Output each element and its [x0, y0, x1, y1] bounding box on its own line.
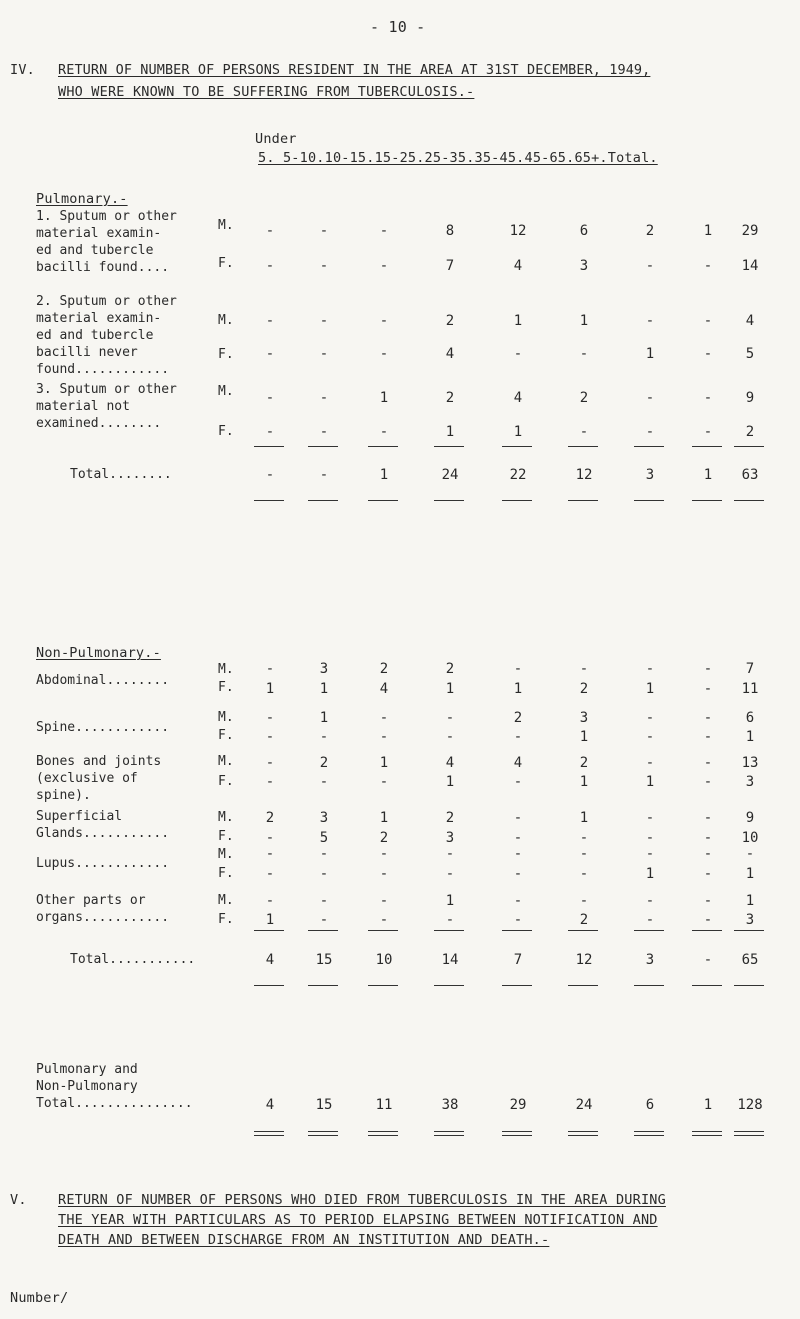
subtotal-rule [254, 446, 284, 447]
table-row-cell: 10 [741, 830, 759, 846]
table-row-cell: 1 [265, 912, 275, 928]
sex-label: M. [218, 313, 234, 328]
table-row-cell: 29 [741, 223, 759, 239]
subtotal-rule [308, 446, 338, 447]
combined-total-cell: 15 [315, 1097, 333, 1113]
table-row-cell: - [645, 912, 655, 928]
combined-label-line: Total............... [36, 1096, 193, 1111]
table-row-cell: 1 [645, 774, 655, 790]
table-row-cell: 2 [513, 710, 523, 726]
non-pulmonary-heading: Non-Pulmonary.- [36, 645, 161, 661]
table-row-cell: 4 [445, 346, 455, 362]
table-row-cell: - [319, 729, 329, 745]
subtotal-rule [634, 930, 664, 931]
table-row-cell: 2 [319, 755, 329, 771]
row-label-line: examined........ [36, 416, 162, 431]
table-row-cell: - [645, 710, 655, 726]
table-row-cell: 2 [445, 390, 455, 406]
table-row-cell: - [265, 710, 275, 726]
pulmonary-total-cell: 24 [441, 467, 459, 483]
table-row-cell: - [319, 912, 329, 928]
table-row-cell: - [513, 661, 523, 677]
table-row-cell: 3 [745, 912, 755, 928]
total-rule [734, 500, 764, 501]
table-row-cell: - [265, 258, 275, 274]
table-row-cell: - [645, 846, 655, 862]
section-v-title-line2: THE YEAR WITH PARTICULARS AS TO PERIOD ELAPSING BETWEEN NOTIFICATION AND [58, 1212, 658, 1228]
table-row-cell: - [645, 258, 655, 274]
table-row-cell: - [703, 729, 713, 745]
pulmonary-heading: Pulmonary.- [36, 191, 128, 207]
row-label-line: material examin- [36, 311, 162, 326]
row-label-line: ed and tubercle [36, 328, 154, 343]
subtotal-rule [308, 930, 338, 931]
subtotal-rule [502, 446, 532, 447]
section-iv-numeral: IV. [10, 62, 35, 78]
table-row-cell: 13 [741, 755, 759, 771]
row-label-line: bacilli found.... [36, 260, 170, 275]
table-row-cell: 1 [579, 774, 589, 790]
sex-label: M. [218, 754, 234, 769]
subtotal-rule [568, 930, 598, 931]
table-row-cell: - [379, 846, 389, 862]
table-row-cell: 1 [379, 755, 389, 771]
table-row-cell: 3 [745, 774, 755, 790]
table-row-cell: - [319, 313, 329, 329]
table-row-cell: - [319, 346, 329, 362]
non-pulmonary-total-cell: - [703, 952, 713, 968]
total-rule [502, 500, 532, 501]
double-rule [368, 1131, 398, 1136]
row-label-line: ed and tubercle [36, 243, 154, 258]
table-row-cell: 12 [509, 223, 527, 239]
table-row-cell: - [379, 774, 389, 790]
subtotal-rule [692, 446, 722, 447]
table-row-cell: - [513, 866, 523, 882]
table-row-cell: - [703, 424, 713, 440]
table-row-cell: 3 [319, 661, 329, 677]
total-rule [254, 985, 284, 986]
table-row-cell: 1 [745, 729, 755, 745]
table-row-cell: - [645, 424, 655, 440]
total-rule [434, 985, 464, 986]
total-rule [368, 985, 398, 986]
table-row-cell: - [645, 810, 655, 826]
table-row-cell: - [579, 661, 589, 677]
table-row-cell: - [703, 258, 713, 274]
table-row-cell: 1 [379, 390, 389, 406]
table-row-cell: - [513, 893, 523, 909]
table-row-cell: 1 [319, 681, 329, 697]
table-row-cell: - [703, 830, 713, 846]
sex-label: F. [218, 912, 234, 927]
table-row-cell: 2 [645, 223, 655, 239]
table-row-cell: 1 [513, 313, 523, 329]
table-row-cell: - [265, 223, 275, 239]
sex-label: M. [218, 218, 234, 233]
table-row-cell: 1 [513, 681, 523, 697]
table-row-cell: 2 [579, 755, 589, 771]
table-row-cell: 2 [579, 912, 589, 928]
table-row-cell: - [319, 866, 329, 882]
table-row-cell: 6 [745, 710, 755, 726]
sex-label: F. [218, 728, 234, 743]
table-row-cell: 1 [579, 729, 589, 745]
table-row-cell: - [265, 661, 275, 677]
row-label-line: bacilli never [36, 345, 138, 360]
table-row-cell: - [703, 710, 713, 726]
table-row-cell: - [579, 424, 589, 440]
table-row-cell: - [703, 755, 713, 771]
table-row-cell: 7 [745, 661, 755, 677]
table-row-cell: - [745, 846, 755, 862]
table-row-cell: - [265, 830, 275, 846]
section-iv-title-line2: WHO WERE KNOWN TO BE SUFFERING FROM TUBERCULOSIS.- [58, 84, 475, 100]
table-row-cell: 6 [579, 223, 589, 239]
sex-label: F. [218, 829, 234, 844]
row-label-line: spine). [36, 788, 91, 803]
table-row-cell: - [379, 313, 389, 329]
table-row-cell: 1 [513, 424, 523, 440]
table-row-cell: - [265, 893, 275, 909]
table-row-cell: 4 [379, 681, 389, 697]
sex-label: M. [218, 893, 234, 908]
row-label-line: Glands........... [36, 826, 170, 841]
row-label-line: material not [36, 399, 130, 414]
total-rule [692, 985, 722, 986]
sex-label: M. [218, 662, 234, 677]
table-row-cell: - [579, 346, 589, 362]
table-row-cell: - [265, 729, 275, 745]
table-row-cell: - [703, 313, 713, 329]
subtotal-rule [368, 446, 398, 447]
table-row-cell: - [265, 313, 275, 329]
row-label-line: 1. Sputum or other [36, 209, 177, 224]
total-rule [502, 985, 532, 986]
sex-label: F. [218, 866, 234, 881]
row-label-line: material examin- [36, 226, 162, 241]
pulmonary-total-cell: 1 [703, 467, 713, 483]
pulmonary-total-cell: 12 [575, 467, 593, 483]
combined-total-cell: 38 [441, 1097, 459, 1113]
non-pulmonary-total-cell: 4 [265, 952, 275, 968]
table-row-cell: 1 [265, 681, 275, 697]
subtotal-rule [734, 446, 764, 447]
table-row-cell: - [445, 710, 455, 726]
table-row-cell: - [703, 846, 713, 862]
table-row-cell: - [513, 912, 523, 928]
under-label: Under [255, 131, 297, 147]
subtotal-rule [434, 930, 464, 931]
table-row-cell: - [445, 912, 455, 928]
table-row-cell: - [445, 866, 455, 882]
table-row-cell: - [645, 893, 655, 909]
sex-label: M. [218, 847, 234, 862]
sex-label: F. [218, 256, 234, 271]
table-row-cell: - [379, 346, 389, 362]
table-row-cell: - [703, 893, 713, 909]
table-row-cell: - [379, 223, 389, 239]
pulmonary-total-cell: 3 [645, 467, 655, 483]
table-row-cell: 1 [645, 866, 655, 882]
sex-label: F. [218, 347, 234, 362]
combined-total-cell: 24 [575, 1097, 593, 1113]
table-row-cell: - [265, 755, 275, 771]
table-row-cell: - [265, 390, 275, 406]
table-row-cell: - [579, 830, 589, 846]
table-row-cell: - [645, 661, 655, 677]
table-row-cell: - [513, 346, 523, 362]
table-row-cell: 2 [445, 810, 455, 826]
row-label-line: found............ [36, 362, 170, 377]
total-rule [254, 500, 284, 501]
total-rule [308, 500, 338, 501]
subtotal-rule [734, 930, 764, 931]
page-number: - 10 - [370, 18, 426, 36]
table-row-cell: 1 [319, 710, 329, 726]
table-row-cell: - [379, 258, 389, 274]
pulmonary-total-cell: 63 [741, 467, 759, 483]
table-row-cell: - [703, 810, 713, 826]
pulmonary-total-cell: 1 [379, 467, 389, 483]
table-row-cell: - [319, 774, 329, 790]
total-rule [368, 500, 398, 501]
sex-label: F. [218, 774, 234, 789]
table-row-cell: - [319, 390, 329, 406]
table-row-cell: - [379, 893, 389, 909]
table-row-cell: - [645, 313, 655, 329]
table-row-cell: - [645, 755, 655, 771]
subtotal-rule [368, 930, 398, 931]
section-v-title-line1: RETURN OF NUMBER OF PERSONS WHO DIED FROM TUBERCULOSIS IN THE AREA DURING [58, 1192, 666, 1208]
table-row-cell: - [265, 866, 275, 882]
table-row-cell: 4 [513, 258, 523, 274]
combined-label-line: Pulmonary and [36, 1062, 138, 1077]
continuation-text: Number/ [10, 1290, 69, 1306]
non-pulmonary-total-cell: 10 [375, 952, 393, 968]
non-pulmonary-total-label: Total........... [70, 952, 196, 967]
table-row-cell: 1 [703, 223, 713, 239]
table-row-cell: 2 [579, 390, 589, 406]
table-row-cell: 9 [745, 810, 755, 826]
total-rule [634, 985, 664, 986]
combined-total-cell: 128 [737, 1097, 763, 1113]
non-pulmonary-total-cell: 14 [441, 952, 459, 968]
double-rule [502, 1131, 532, 1136]
table-row-cell: 2 [265, 810, 275, 826]
table-row-cell: - [445, 846, 455, 862]
double-rule [692, 1131, 722, 1136]
row-label-line: Bones and joints [36, 754, 162, 769]
table-row-cell: 3 [319, 810, 329, 826]
table-row-cell: - [265, 846, 275, 862]
table-row-cell: - [265, 346, 275, 362]
table-row-cell: - [379, 710, 389, 726]
table-row-cell: 3 [445, 830, 455, 846]
table-row-cell: 4 [513, 390, 523, 406]
section-v-numeral: V. [10, 1192, 27, 1208]
pulmonary-total-cell: - [265, 467, 275, 483]
total-rule [692, 500, 722, 501]
table-row-cell: 2 [445, 313, 455, 329]
combined-total-cell: 6 [645, 1097, 655, 1113]
section-v-title-line3: DEATH AND BETWEEN DISCHARGE FROM AN INSTITUTION AND DEATH.- [58, 1232, 550, 1248]
table-row-cell: 5 [319, 830, 329, 846]
table-row-cell: 1 [379, 810, 389, 826]
non-pulmonary-total-cell: 3 [645, 952, 655, 968]
combined-total-cell: 4 [265, 1097, 275, 1113]
combined-label-line: Non-Pulmonary [36, 1079, 138, 1094]
total-rule [734, 985, 764, 986]
table-row-cell: - [579, 846, 589, 862]
row-label-line: Other parts or [36, 893, 146, 908]
table-row-cell: - [703, 346, 713, 362]
double-rule [434, 1131, 464, 1136]
subtotal-rule [434, 446, 464, 447]
table-row-cell: 1 [745, 893, 755, 909]
table-row-cell: 11 [741, 681, 759, 697]
table-row-cell: 1 [445, 893, 455, 909]
non-pulmonary-total-cell: 12 [575, 952, 593, 968]
table-row-cell: - [445, 729, 455, 745]
table-row-cell: - [513, 846, 523, 862]
subtotal-rule [692, 930, 722, 931]
pulmonary-total-label: Total........ [70, 467, 172, 482]
table-row-cell: 5 [745, 346, 755, 362]
table-row-cell: 8 [445, 223, 455, 239]
table-row-cell: 2 [445, 661, 455, 677]
table-row-cell: - [703, 912, 713, 928]
table-row-cell: 2 [379, 661, 389, 677]
combined-total-cell: 29 [509, 1097, 527, 1113]
combined-total-cell: 1 [703, 1097, 713, 1113]
subtotal-rule [502, 930, 532, 931]
table-row-cell: - [513, 774, 523, 790]
table-row-cell: 2 [745, 424, 755, 440]
table-row-cell: 9 [745, 390, 755, 406]
table-row-cell: - [579, 866, 589, 882]
table-row-cell: 4 [513, 755, 523, 771]
table-row-cell: 2 [579, 681, 589, 697]
total-rule [568, 500, 598, 501]
section-iv-title-line1: RETURN OF NUMBER OF PERSONS RESIDENT IN THE AREA AT 31ST DECEMBER, 1949, [58, 62, 651, 78]
row-label-line: 2. Sputum or other [36, 294, 177, 309]
double-rule [568, 1131, 598, 1136]
table-row-cell: - [513, 729, 523, 745]
table-row-cell: - [319, 893, 329, 909]
table-row-cell: 1 [645, 346, 655, 362]
sex-label: M. [218, 810, 234, 825]
row-label-line: (exclusive of [36, 771, 138, 786]
table-row-cell: 1 [445, 424, 455, 440]
table-row-cell: - [645, 830, 655, 846]
table-row-cell: 1 [645, 681, 655, 697]
total-rule [308, 985, 338, 986]
row-label-line: Lupus............ [36, 856, 170, 871]
subtotal-rule [634, 446, 664, 447]
table-row-cell: - [703, 681, 713, 697]
non-pulmonary-total-cell: 15 [315, 952, 333, 968]
table-row-cell: 1 [579, 810, 589, 826]
age-group-header: 5. 5-10.10-15.15-25.25-35.35-45.45-65.65+.Total. [258, 150, 658, 166]
table-row-cell: - [645, 729, 655, 745]
row-label-line: 3. Sputum or other [36, 382, 177, 397]
double-rule [634, 1131, 664, 1136]
table-row-cell: 4 [445, 755, 455, 771]
table-row-cell: - [379, 729, 389, 745]
total-rule [634, 500, 664, 501]
table-row-cell: 4 [745, 313, 755, 329]
table-row-cell: 3 [579, 710, 589, 726]
table-row-cell: 1 [445, 681, 455, 697]
table-row-cell: - [703, 661, 713, 677]
table-row-cell: - [379, 912, 389, 928]
table-row-cell: - [319, 424, 329, 440]
table-row-cell: 1 [579, 313, 589, 329]
table-row-cell: 2 [379, 830, 389, 846]
table-row-cell: 1 [745, 866, 755, 882]
subtotal-rule [254, 930, 284, 931]
table-row-cell: - [703, 866, 713, 882]
table-row-cell: - [703, 390, 713, 406]
table-row-cell: - [513, 830, 523, 846]
subtotal-rule [568, 446, 598, 447]
row-label-line: Abdominal........ [36, 673, 170, 688]
table-row-cell: 7 [445, 258, 455, 274]
sex-label: M. [218, 384, 234, 399]
total-rule [434, 500, 464, 501]
table-row-cell: - [319, 223, 329, 239]
table-row-cell: - [703, 774, 713, 790]
table-row-cell: 3 [579, 258, 589, 274]
row-label-line: Superficial [36, 809, 123, 824]
total-rule [568, 985, 598, 986]
table-row-cell: - [319, 846, 329, 862]
sex-label: F. [218, 424, 234, 439]
pulmonary-total-cell: - [319, 467, 329, 483]
non-pulmonary-total-cell: 7 [513, 952, 523, 968]
pulmonary-total-cell: 22 [509, 467, 527, 483]
double-rule [308, 1131, 338, 1136]
table-row-cell: - [319, 258, 329, 274]
table-row-cell: - [579, 893, 589, 909]
table-row-cell: - [513, 810, 523, 826]
non-pulmonary-total-cell: 65 [741, 952, 759, 968]
row-label-line: organs........... [36, 910, 170, 925]
row-label-line: Spine............ [36, 720, 170, 735]
table-row-cell: 14 [741, 258, 759, 274]
double-rule [734, 1131, 764, 1136]
sex-label: F. [218, 680, 234, 695]
table-row-cell: - [645, 390, 655, 406]
double-rule [254, 1131, 284, 1136]
table-row-cell: - [379, 424, 389, 440]
table-row-cell: - [265, 424, 275, 440]
table-row-cell: - [265, 774, 275, 790]
sex-label: M. [218, 710, 234, 725]
table-row-cell: - [379, 866, 389, 882]
table-row-cell: 1 [445, 774, 455, 790]
combined-total-cell: 11 [375, 1097, 393, 1113]
